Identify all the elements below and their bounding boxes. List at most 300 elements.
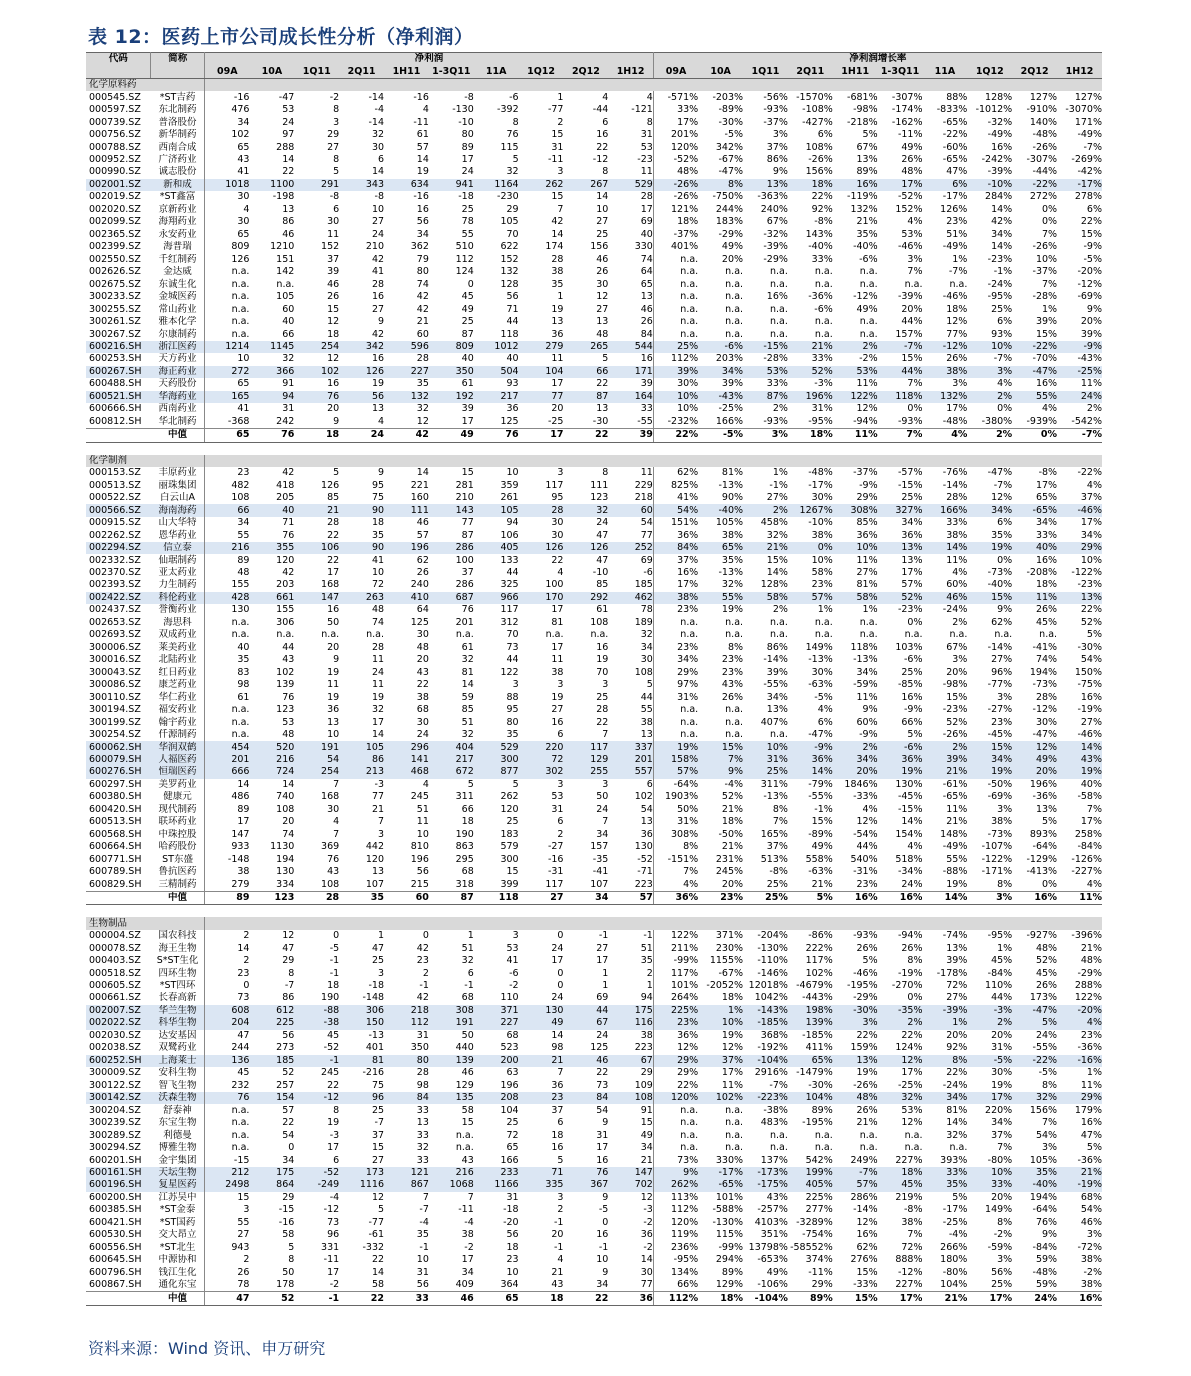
profit-cell: 16 (327, 378, 340, 390)
growth-cell: 16% (991, 141, 1013, 153)
growth-cell: 26% (1035, 979, 1058, 991)
growth-cell: 117% (671, 967, 699, 979)
stock-name: 健康元 (151, 791, 205, 803)
growth-cell: -12% (1032, 704, 1058, 716)
table-row (86, 992, 1102, 1004)
profit-cell: 273 (276, 1042, 295, 1054)
growth-cell: 0% (997, 554, 1013, 566)
profit-cell: 24 (596, 517, 609, 529)
profit-cell: 11 (371, 679, 385, 691)
growth-cell: 52% (1080, 616, 1102, 628)
profit-cell: -4 (329, 1191, 340, 1203)
profit-cell: 3 (377, 967, 385, 979)
growth-cell: -4679% (796, 979, 833, 991)
stock-name: *ST四环 (151, 980, 205, 992)
growth-cell: 21% (856, 216, 878, 228)
median-cell: 65 (474, 1292, 519, 1305)
growth-cell: 23% (856, 878, 878, 890)
growth-cell: 2% (772, 604, 788, 616)
median-cell: 89% (788, 1292, 833, 1305)
section-fill (205, 78, 1102, 91)
growth-cell: 2% (878, 1017, 923, 1029)
growth-cell: -26% (673, 191, 699, 203)
profit-cell: 85 (596, 579, 609, 591)
profit-cell: 14 (461, 679, 474, 691)
profit-cell: -52 (294, 1167, 339, 1179)
profit-cell: 13 (371, 403, 385, 415)
profit-cell: 32 (282, 353, 295, 365)
stock-code: 600252.SH (86, 1055, 151, 1067)
growth-cell: -15% (897, 803, 923, 815)
growth-cell: 5% (862, 129, 878, 141)
growth-cell: -9% (1057, 341, 1102, 353)
profit-cell: 9 (602, 1191, 609, 1203)
profit-cell: 15 (551, 129, 564, 141)
growth-cell: n.a. (680, 629, 699, 641)
growth-cell: 17% (721, 1067, 744, 1079)
median-cell: 52 (249, 1292, 294, 1305)
profit-cell: 87 (563, 391, 608, 403)
profit-cell: 225 (249, 1017, 294, 1029)
profit-cell: 76 (327, 853, 340, 865)
growth-cell: n.a. (770, 316, 788, 328)
growth-cell: 25% (901, 666, 923, 678)
profit-cell: 201 (608, 754, 653, 766)
profit-cell: 164 (608, 391, 653, 403)
growth-cell: -25% (718, 403, 744, 415)
growth-cell: -910% (1026, 104, 1058, 116)
growth-cell: n.a. (680, 1129, 699, 1141)
growth-cell: -130% (712, 1216, 744, 1228)
growth-cell: n.a. (680, 328, 699, 340)
profit-cell: 55 (237, 1216, 250, 1228)
profit-cell: 21 (519, 1055, 564, 1067)
growth-cell: 58% (811, 566, 833, 578)
growth-cell: -1479% (796, 1067, 833, 1079)
stock-code: 300142.SZ (86, 1092, 151, 1104)
profit-cell: 15 (608, 1117, 653, 1129)
profit-cell: -3 (374, 778, 385, 790)
profit-cell: -16 (413, 191, 429, 203)
profit-cell: 31 (282, 403, 295, 415)
profit-cell: 51 (608, 942, 653, 954)
growth-cell: -8% (814, 216, 833, 228)
stock-name: 华仁药业 (151, 691, 205, 703)
median-cell: 16% (1012, 891, 1057, 904)
profit-cell: 11 (551, 353, 564, 365)
growth-cell: 1% (1086, 1067, 1102, 1079)
profit-cell: 5 (512, 778, 519, 790)
growth-cell: 31% (991, 1042, 1013, 1054)
growth-cell: -69% (987, 791, 1013, 803)
median-cell: 14% (922, 891, 967, 904)
spacer-cell (86, 442, 1102, 455)
profit-cell: 6 (467, 967, 474, 979)
growth-cell: 18% (946, 303, 968, 315)
growth-cell: 16% (766, 291, 788, 303)
growth-cell: 411% (805, 1042, 833, 1054)
profit-cell: 45 (327, 1029, 340, 1041)
growth-cell: 88% (946, 91, 968, 103)
profit-cell: 108 (608, 667, 653, 679)
growth-cell: -195% (802, 1117, 833, 1129)
growth-cell: 13% (856, 153, 878, 165)
profit-cell: 218 (384, 1005, 429, 1017)
stock-code: 000952.SZ (89, 153, 141, 165)
growth-cell: n.a. (949, 278, 968, 290)
growth-cell: 26% (946, 353, 968, 365)
growth-cell: 66% (677, 1279, 699, 1291)
profit-cell: -6 (509, 91, 519, 103)
profit-cell: 37 (461, 566, 474, 578)
header-blank (86, 65, 151, 78)
stock-name: *ST国药 (151, 1217, 205, 1229)
profit-cell: 2498 (205, 1179, 250, 1191)
profit-cell: 117 (545, 878, 564, 890)
growth-cell: 149% (985, 1204, 1013, 1216)
growth-cell: -14% (853, 1204, 878, 1216)
growth-cell: -64% (1032, 1204, 1058, 1216)
profit-cell: 4 (557, 566, 564, 578)
profit-cell: 205 (276, 492, 295, 504)
growth-cell: -15% (743, 341, 788, 353)
profit-cell: 67 (608, 1055, 653, 1067)
growth-cell: -67% (718, 153, 744, 165)
median-cell: 123 (249, 891, 294, 904)
profit-cell: -8 (329, 191, 340, 203)
profit-cell: 58 (371, 1279, 385, 1291)
profit-cell: 77 (608, 1279, 653, 1292)
profit-cell: -1 (598, 930, 609, 942)
growth-cell: 22% (901, 1029, 923, 1041)
growth-cell: -20% (1057, 1005, 1102, 1017)
profit-cell: 36 (551, 1079, 564, 1091)
growth-cell: 17% (677, 579, 699, 591)
growth-cell: -30% (718, 116, 744, 128)
profit-cell: 262 (500, 791, 519, 803)
growth-cell: 31% (677, 691, 699, 703)
stock-code: 600062.SH (86, 741, 151, 753)
header-period: 1H12 (1057, 65, 1102, 78)
profit-cell: 83 (237, 666, 250, 678)
profit-cell: 44 (506, 654, 519, 666)
growth-cell: -49% (1077, 129, 1102, 141)
growth-cell: -17% (698, 1167, 743, 1179)
profit-cell: 22 (327, 1079, 340, 1091)
profit-cell: 369 (321, 841, 340, 853)
growth-cell: 27% (991, 654, 1013, 666)
growth-cell: 11% (946, 554, 968, 566)
growth-cell: n.a. (680, 316, 699, 328)
growth-cell: n.a. (680, 303, 699, 315)
profit-cell: 152 (500, 253, 519, 265)
profit-cell: 66 (461, 803, 474, 815)
stock-code: 600645.SH (89, 1254, 142, 1266)
profit-cell: 86 (339, 754, 384, 766)
profit-cell: 16 (416, 203, 429, 215)
profit-cell: 0 (557, 979, 564, 991)
growth-cell: -46% (942, 291, 968, 303)
profit-cell: 7 (333, 828, 340, 840)
profit-cell: 45 (461, 291, 474, 303)
stock-name: 华北制药 (151, 416, 205, 429)
profit-cell: 17 (551, 955, 564, 967)
growth-cell: 34% (991, 1117, 1013, 1129)
header-period: 1Q12 (519, 65, 564, 78)
growth-cell: -94% (853, 415, 878, 427)
growth-cell: 34% (833, 754, 878, 766)
profit-cell: 42 (551, 216, 564, 228)
growth-cell: -396% (1071, 930, 1102, 942)
growth-cell: 117% (805, 955, 833, 967)
growth-cell: 19% (721, 1029, 744, 1041)
growth-cell: 101% (671, 979, 699, 991)
growth-cell: -7% (1083, 141, 1102, 153)
median-cell: 87 (429, 891, 474, 904)
growth-cell: 6% (817, 129, 833, 141)
profit-cell: n.a. (231, 291, 250, 303)
growth-cell: -45% (897, 791, 923, 803)
growth-cell: -104% (743, 1055, 788, 1067)
stock-name: 长春高新 (151, 992, 205, 1004)
growth-cell: n.a. (859, 328, 878, 340)
profit-cell: 242 (276, 415, 295, 427)
profit-cell: 105 (276, 291, 295, 303)
profit-cell: 19 (551, 691, 564, 703)
growth-cell: 10% (811, 554, 833, 566)
stock-name: 复星医药 (151, 1179, 205, 1191)
growth-cell: 6% (922, 179, 967, 191)
stock-code: 002262.SZ (89, 529, 141, 541)
growth-cell: -84% (1032, 1241, 1058, 1253)
growth-cell: 118% (878, 391, 923, 403)
growth-cell: 20% (991, 1029, 1013, 1041)
profit-cell: 15 (461, 467, 474, 479)
stock-code: 000403.SZ (89, 955, 141, 967)
growth-cell: 26% (901, 153, 923, 165)
profit-cell: -1 (608, 930, 653, 942)
profit-cell: 170 (519, 592, 564, 604)
growth-cell: 20% (1012, 766, 1057, 778)
stock-name: 山大华特 (151, 517, 205, 529)
profit-cell: 350 (410, 1042, 429, 1054)
profit-cell: 35 (416, 378, 429, 390)
profit-cell: -11 (413, 116, 429, 128)
growth-cell: 23% (677, 604, 699, 616)
profit-cell: 17 (327, 1266, 340, 1278)
profit-cell: 50 (327, 616, 340, 628)
profit-cell: 12 (608, 1192, 653, 1204)
table-row (86, 1279, 1102, 1292)
profit-cell: 257 (276, 1079, 295, 1091)
profit-cell: 154 (249, 1092, 294, 1104)
profit-cell: 49 (608, 1129, 653, 1141)
stock-code: 000788.SZ (89, 141, 141, 153)
growth-cell: n.a. (680, 266, 699, 278)
profit-cell: 28 (519, 504, 564, 516)
profit-cell: 57 (416, 529, 429, 541)
profit-cell: -8 (464, 91, 474, 103)
table-row (86, 679, 1102, 691)
growth-cell: 77% (946, 328, 968, 340)
profit-cell: n.a. (545, 629, 564, 641)
growth-cell: 53% (833, 366, 878, 378)
profit-cell: 29 (608, 1067, 653, 1079)
profit-cell: 40 (237, 641, 250, 653)
growth-cell: -427% (802, 116, 833, 128)
profit-cell: -12 (294, 1092, 339, 1104)
growth-cell: 220% (985, 1104, 1013, 1116)
profit-cell: -148 (362, 992, 385, 1004)
growth-cell: 25% (653, 341, 698, 353)
growth-cell: 3% (833, 1017, 878, 1029)
profit-cell: 35 (506, 729, 519, 741)
growth-cell: 34% (967, 754, 1012, 766)
profit-cell: 31 (416, 1029, 429, 1041)
growth-cell: 1042% (754, 992, 788, 1004)
growth-cell: -77% (987, 679, 1013, 691)
table-row (86, 791, 1102, 803)
growth-cell: 2% (743, 504, 788, 516)
stock-code: 000990.SZ (89, 166, 141, 178)
profit-cell: n.a. (590, 629, 609, 641)
profit-cell: 70 (506, 228, 519, 240)
table-row (86, 654, 1102, 666)
profit-cell: 12 (416, 415, 429, 427)
profit-cell: 36 (608, 1229, 653, 1241)
profit-cell: 74 (608, 254, 653, 266)
growth-cell: -110% (757, 955, 788, 967)
growth-cell: n.a. (725, 704, 744, 716)
profit-cell: 6 (602, 116, 609, 128)
profit-cell: 29 (282, 955, 295, 967)
stock-name: 金城医药 (151, 291, 205, 303)
profit-cell: 34 (608, 1142, 653, 1154)
profit-cell: n.a. (455, 629, 474, 641)
profit-cell: 28 (416, 353, 429, 365)
profit-cell: 168 (321, 579, 340, 591)
growth-cell: 55% (1012, 391, 1057, 403)
growth-cell: 120% (671, 1216, 699, 1228)
stock-name: 金达威 (151, 266, 205, 278)
growth-cell: n.a. (725, 629, 744, 641)
section-spacer (86, 442, 1102, 455)
growth-cell: 52% (788, 366, 833, 378)
growth-cell: 104% (940, 1279, 968, 1291)
growth-cell: 31% (811, 403, 833, 415)
growth-cell: n.a. (904, 1129, 923, 1141)
growth-cell: 33% (811, 253, 833, 265)
growth-cell: 825% (671, 479, 699, 491)
profit-cell: 74 (416, 278, 429, 290)
profit-cell: 48 (282, 729, 295, 741)
growth-cell: -34% (897, 866, 923, 878)
growth-cell: 13% (743, 179, 788, 191)
growth-cell: n.a. (814, 278, 833, 290)
profit-cell: n.a. (455, 1142, 474, 1154)
stock-name: 美罗药业 (151, 779, 205, 791)
stock-code: 002653.SZ (89, 616, 141, 628)
profit-cell: 0 (467, 278, 474, 290)
profit-cell: 98 (237, 679, 250, 691)
profit-cell: -16 (547, 853, 564, 865)
growth-cell: -6% (878, 741, 923, 753)
growth-cell: 183% (715, 216, 744, 228)
table-row (86, 766, 1102, 778)
growth-cell: -39% (763, 241, 788, 253)
growth-cell: -49% (942, 241, 968, 253)
stock-name: 新华制药 (151, 129, 205, 141)
growth-cell: 157% (895, 328, 923, 340)
growth-cell: -270% (891, 979, 923, 991)
growth-cell: 22% (677, 1079, 699, 1091)
profit-cell: 672 (429, 766, 474, 778)
profit-cell: 60 (608, 504, 653, 516)
header-period: 2Q11 (788, 65, 833, 78)
growth-table (86, 52, 1102, 1306)
profit-cell: -52 (323, 1042, 340, 1054)
profit-cell: 216 (249, 754, 294, 766)
growth-cell: 66% (901, 716, 923, 728)
growth-cell: 49% (1012, 754, 1057, 766)
growth-cell: 9% (698, 766, 743, 778)
growth-cell: 1155% (709, 955, 744, 967)
profit-cell: 1 (467, 930, 474, 942)
growth-cell: -17% (808, 479, 833, 491)
profit-cell: 42 (282, 467, 295, 479)
growth-cell: 5% (1086, 629, 1102, 641)
profit-cell: 196 (384, 542, 429, 554)
stock-code: 002001.SZ (86, 179, 151, 191)
profit-cell: 64 (416, 604, 429, 616)
header-period: 2Q11 (339, 65, 384, 78)
growth-cell: 245% (715, 866, 744, 878)
table-row (86, 667, 1102, 679)
profit-cell: 8 (288, 1254, 295, 1266)
table-row (86, 517, 1102, 529)
growth-cell: -98% (942, 679, 968, 691)
growth-cell: n.a. (680, 729, 699, 741)
growth-cell: n.a. (680, 1104, 699, 1116)
header-period: 10A (698, 65, 743, 78)
growth-cell: -14% (763, 654, 788, 666)
growth-cell: 38% (901, 1216, 923, 1228)
profit-cell: 1018 (205, 179, 250, 191)
growth-cell: 154% (895, 828, 923, 840)
growth-cell: 17% (901, 566, 923, 578)
growth-cell: 278% (1074, 191, 1102, 203)
growth-cell: 171% (1074, 116, 1102, 128)
table-row (86, 403, 1102, 415)
growth-cell: -542% (1071, 415, 1102, 427)
profit-cell: 10 (416, 828, 429, 840)
growth-cell: -7% (993, 479, 1013, 491)
profit-cell: 3 (377, 828, 385, 840)
stock-code: 300009.SZ (89, 1067, 141, 1079)
profit-cell: 35 (371, 529, 385, 541)
growth-cell: 262% (653, 1179, 698, 1191)
profit-cell: 96 (339, 1092, 384, 1104)
growth-cell: -93% (853, 930, 878, 942)
profit-cell: 31 (416, 1266, 429, 1278)
profit-cell: 20 (282, 816, 295, 828)
growth-cell: -80% (987, 1154, 1013, 1166)
growth-cell: 266% (940, 1241, 968, 1253)
table-row (86, 1217, 1102, 1229)
growth-cell: -107% (981, 841, 1013, 853)
stock-name: 亚太药业 (151, 567, 205, 579)
profit-cell: -1 (294, 1055, 339, 1067)
